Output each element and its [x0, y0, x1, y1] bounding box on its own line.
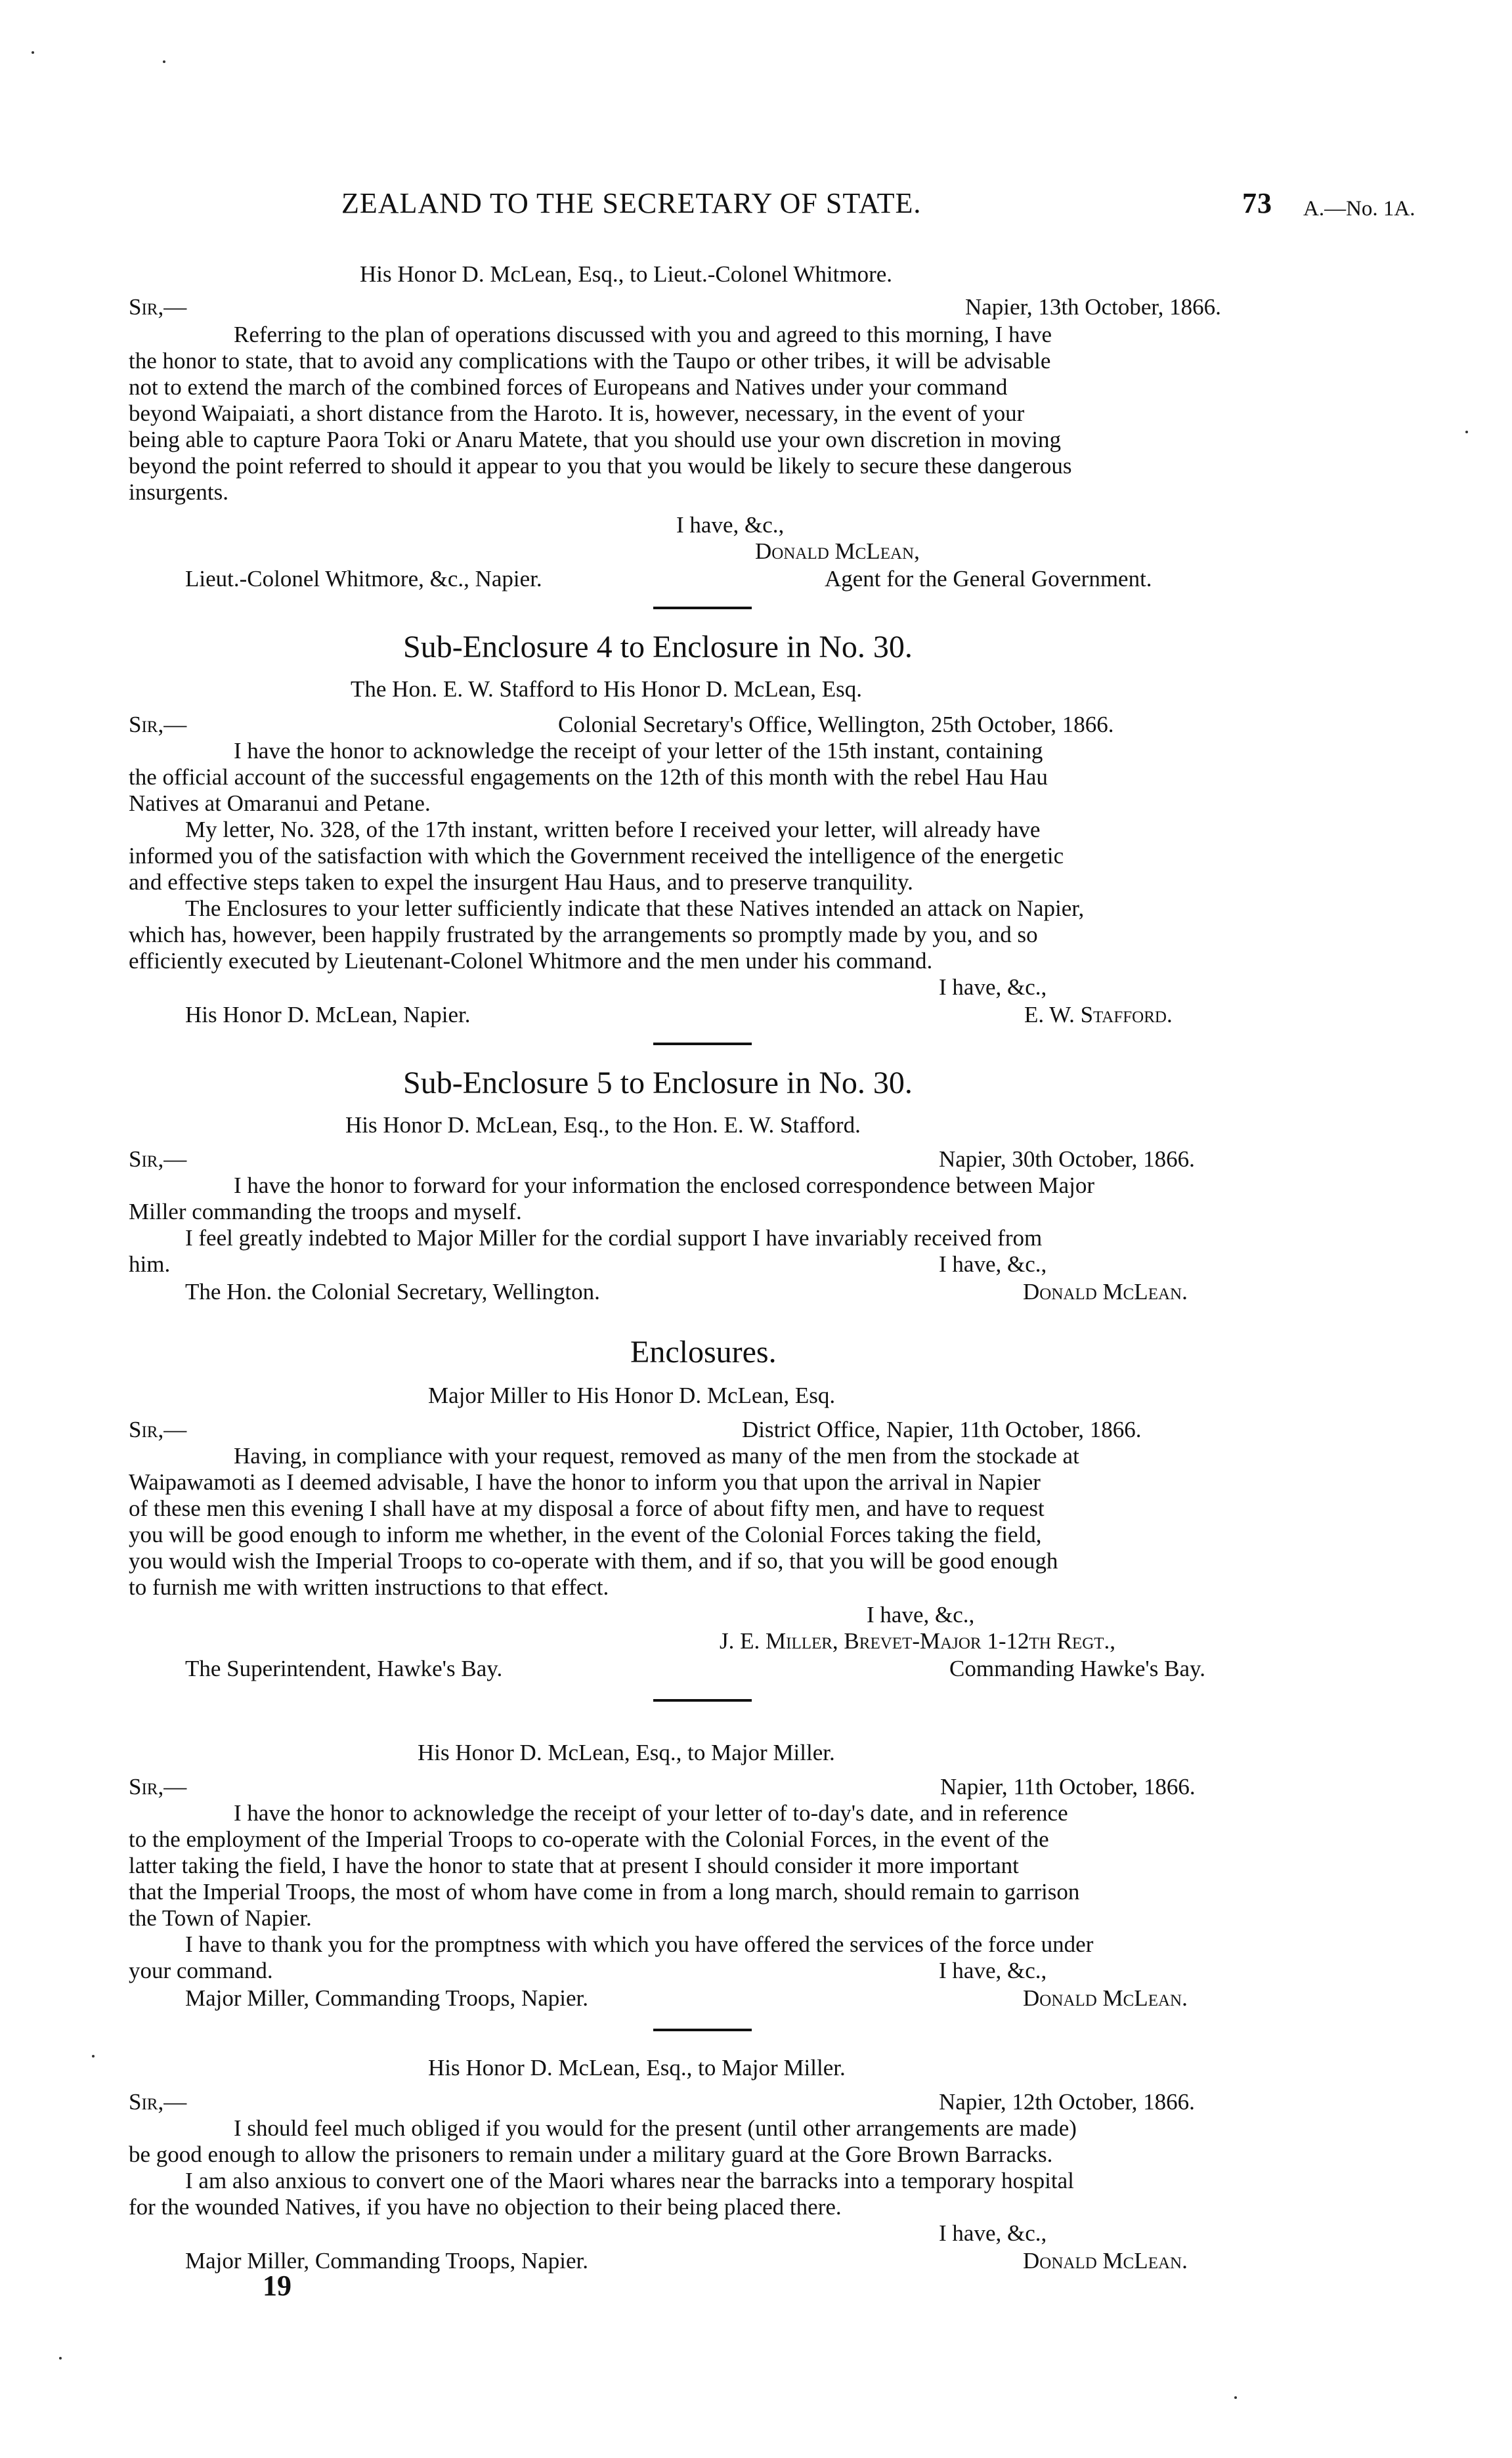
- body-line: I have to thank you for the promptness with which you have offered the services of the force under: [185, 1931, 1094, 1957]
- body-line: and effective steps taken to expel the insurgent Hau Haus, and to preserve tranquility.: [129, 869, 913, 895]
- recipient: Lieut.-Colonel Whitmore, &c., Napier.: [185, 566, 542, 592]
- signature: Donald McLean.: [1023, 1279, 1188, 1304]
- body-line: of these men this evening I shall have at my disposal a force of about fifty men, and have to request: [129, 1496, 1045, 1521]
- section-heading: Sub-Enclosure 4 to Enclosure in No. 30.: [403, 630, 913, 664]
- body-line: to furnish me with written instructions to that effect.: [129, 1574, 609, 1600]
- salutation: Sir,—: [129, 1146, 187, 1172]
- body-line: you will be good enough to inform me whether, in the event of the Colonial Forces taking the field,: [129, 1522, 1042, 1547]
- letter-title: His Honor D. McLean, Esq., to Lieut.-Colonel Whitmore.: [360, 261, 893, 287]
- body-line: insurgents.: [129, 479, 228, 505]
- letter-date: Napier, 30th October, 1866.: [939, 1146, 1195, 1172]
- recipient: The Superintendent, Hawke's Bay.: [185, 1656, 503, 1681]
- section-divider: [653, 1699, 752, 1702]
- salutation: Sir,—: [129, 712, 187, 737]
- body-line: I have the honor to forward for your information the enclosed correspondence between Major: [234, 1173, 1095, 1198]
- recipient: The Hon. the Colonial Secretary, Wellington.: [185, 1279, 600, 1304]
- recipient: Major Miller, Commanding Troops, Napier.: [185, 2248, 589, 2274]
- closing: I have, &c.,: [939, 2220, 1047, 2246]
- closing: I have, &c.,: [939, 974, 1047, 1000]
- body-line: him.: [129, 1251, 171, 1277]
- signature: Donald McLean,: [755, 538, 920, 564]
- section-divider: [653, 2029, 752, 2031]
- salutation: Sir,—: [129, 1417, 187, 1442]
- letter-date: District Office, Napier, 11th October, 1866.: [742, 1417, 1142, 1442]
- body-line: My letter, No. 328, of the 17th instant, written before I received your letter, will already have: [185, 817, 1041, 842]
- body-line: the Town of Napier.: [129, 1905, 312, 1931]
- recipient: His Honor D. McLean, Napier.: [185, 1002, 471, 1027]
- signature: E. W. Stafford.: [1024, 1002, 1173, 1027]
- body-line: not to extend the march of the combined forces of Europeans and Natives under your command: [129, 374, 1008, 400]
- body-line: beyond the point referred to should it appear to you that you would be likely to secure these dangerous: [129, 453, 1072, 479]
- salutation: Sir,—: [129, 1774, 187, 1800]
- body-line: latter taking the field, I have the honor to state that at present I should consider it more important: [129, 1853, 1019, 1878]
- section-heading: Sub-Enclosure 5 to Enclosure in No. 30.: [403, 1066, 913, 1100]
- body-line: you would wish the Imperial Troops to co-operate with them, and if so, that you will be good enough: [129, 1548, 1058, 1574]
- closing: I have, &c.,: [939, 1958, 1047, 1983]
- scan-speck: [59, 2357, 62, 2360]
- document-reference: A.—No. 1A.: [1303, 197, 1415, 221]
- letter-title: His Honor D. McLean, Esq., to Major Miller.: [418, 1740, 835, 1765]
- body-line: which has, however, been happily frustrated by the arrangements so promptly made by you, and so: [129, 922, 1038, 947]
- letter-date: Napier, 13th October, 1866.: [965, 294, 1221, 320]
- scan-speck: [92, 2055, 95, 2058]
- signature-title: Commanding Hawke's Bay.: [949, 1656, 1205, 1681]
- body-line: being able to capture Paora Toki or Anaru Matete, that you should use your own discretion in moving: [129, 427, 1061, 452]
- body-line: the official account of the successful engagements on the 12th of this month with the rebel Hau Hau: [129, 764, 1048, 790]
- salutation: Sir,—: [129, 2089, 187, 2115]
- closing: I have, &c.,: [939, 1251, 1047, 1277]
- body-line: I am also anxious to convert one of the Maori whares near the barracks into a temporary hospital: [185, 2168, 1074, 2193]
- scan-speck: [32, 51, 34, 54]
- letter-title: His Honor D. McLean, Esq., to Major Miller.: [428, 2055, 846, 2081]
- body-line: efficiently executed by Lieutenant-Colonel Whitmore and the men under his command.: [129, 948, 933, 974]
- recipient: Major Miller, Commanding Troops, Napier.: [185, 1985, 589, 2011]
- scan-speck: [163, 60, 165, 63]
- body-line: I have the honor to acknowledge the receipt of your letter of the 15th instant, containing: [234, 738, 1043, 764]
- letter-title: The Hon. E. W. Stafford to His Honor D. McLean, Esq.: [351, 676, 862, 702]
- page-header-title: ZEALAND TO THE SECRETARY OF STATE.: [341, 187, 922, 219]
- signature-title: Agent for the General Government.: [825, 566, 1152, 592]
- letter-date: Napier, 12th October, 1866.: [939, 2089, 1195, 2115]
- scan-speck: [1465, 431, 1468, 433]
- body-line: the honor to state, that to avoid any complications with the Taupo or other tribes, it will be advisable: [129, 348, 1051, 374]
- letter-title: Major Miller to His Honor D. McLean, Esq.: [428, 1383, 836, 1408]
- salutation: Sir,—: [129, 294, 187, 320]
- signature: Donald McLean.: [1023, 1985, 1188, 2011]
- body-line: I should feel much obliged if you would for the present (until other arrangements are made): [234, 2115, 1077, 2141]
- body-line: Referring to the plan of operations discussed with you and agreed to this morning, I have: [234, 322, 1052, 347]
- signature: Donald McLean.: [1023, 2248, 1188, 2274]
- body-line: to the employment of the Imperial Troops to co-operate with the Colonial Forces, in the event of the: [129, 1826, 1049, 1852]
- signature: J. E. Miller, Brevet-Major 1-12th Regt.,: [720, 1628, 1116, 1654]
- section-divider: [653, 1043, 752, 1045]
- scan-speck: [1234, 2396, 1237, 2399]
- letter-date: Colonial Secretary's Office, Wellington, 25th October, 1866.: [558, 712, 1114, 737]
- section-heading: Enclosures.: [630, 1335, 777, 1369]
- page-number: 73: [1242, 187, 1272, 219]
- printer-signature-mark: 19: [263, 2270, 292, 2302]
- body-line: Miller commanding the troops and myself.: [129, 1199, 522, 1224]
- section-divider: [653, 607, 752, 609]
- body-line: Natives at Omaranui and Petane.: [129, 790, 431, 816]
- body-line: Having, in compliance with your request, removed as many of the men from the stockade at: [234, 1443, 1079, 1469]
- body-line: beyond Waipaiati, a short distance from the Haroto. It is, however, necessary, in the event of your: [129, 400, 1025, 426]
- body-line: The Enclosures to your letter sufficiently indicate that these Natives intended an attack on Napier,: [185, 895, 1085, 921]
- body-line: informed you of the satisfaction with which the Government received the intelligence of the energetic: [129, 843, 1064, 869]
- letter-date: Napier, 11th October, 1866.: [940, 1774, 1196, 1800]
- body-line: Waipawamoti as I deemed advisable, I have the honor to inform you that upon the arrival in Napier: [129, 1469, 1041, 1495]
- body-line: I have the honor to acknowledge the receipt of your letter of to-day's date, and in reference: [234, 1800, 1068, 1826]
- letter-title: His Honor D. McLean, Esq., to the Hon. E. W. Stafford.: [345, 1112, 861, 1138]
- closing: I have, &c.,: [867, 1602, 975, 1628]
- body-line: I feel greatly indebted to Major Miller for the cordial support I have invariably received from: [185, 1225, 1043, 1251]
- body-line: for the wounded Natives, if you have no objection to their being placed there.: [129, 2194, 842, 2220]
- body-line: your command.: [129, 1958, 273, 1983]
- closing: I have, &c.,: [676, 512, 785, 538]
- body-line: that the Imperial Troops, the most of whom have come in from a long march, should remain to garrison: [129, 1879, 1080, 1905]
- body-line: be good enough to allow the prisoners to remain under a military guard at the Gore Brown Barracks.: [129, 2142, 1053, 2167]
